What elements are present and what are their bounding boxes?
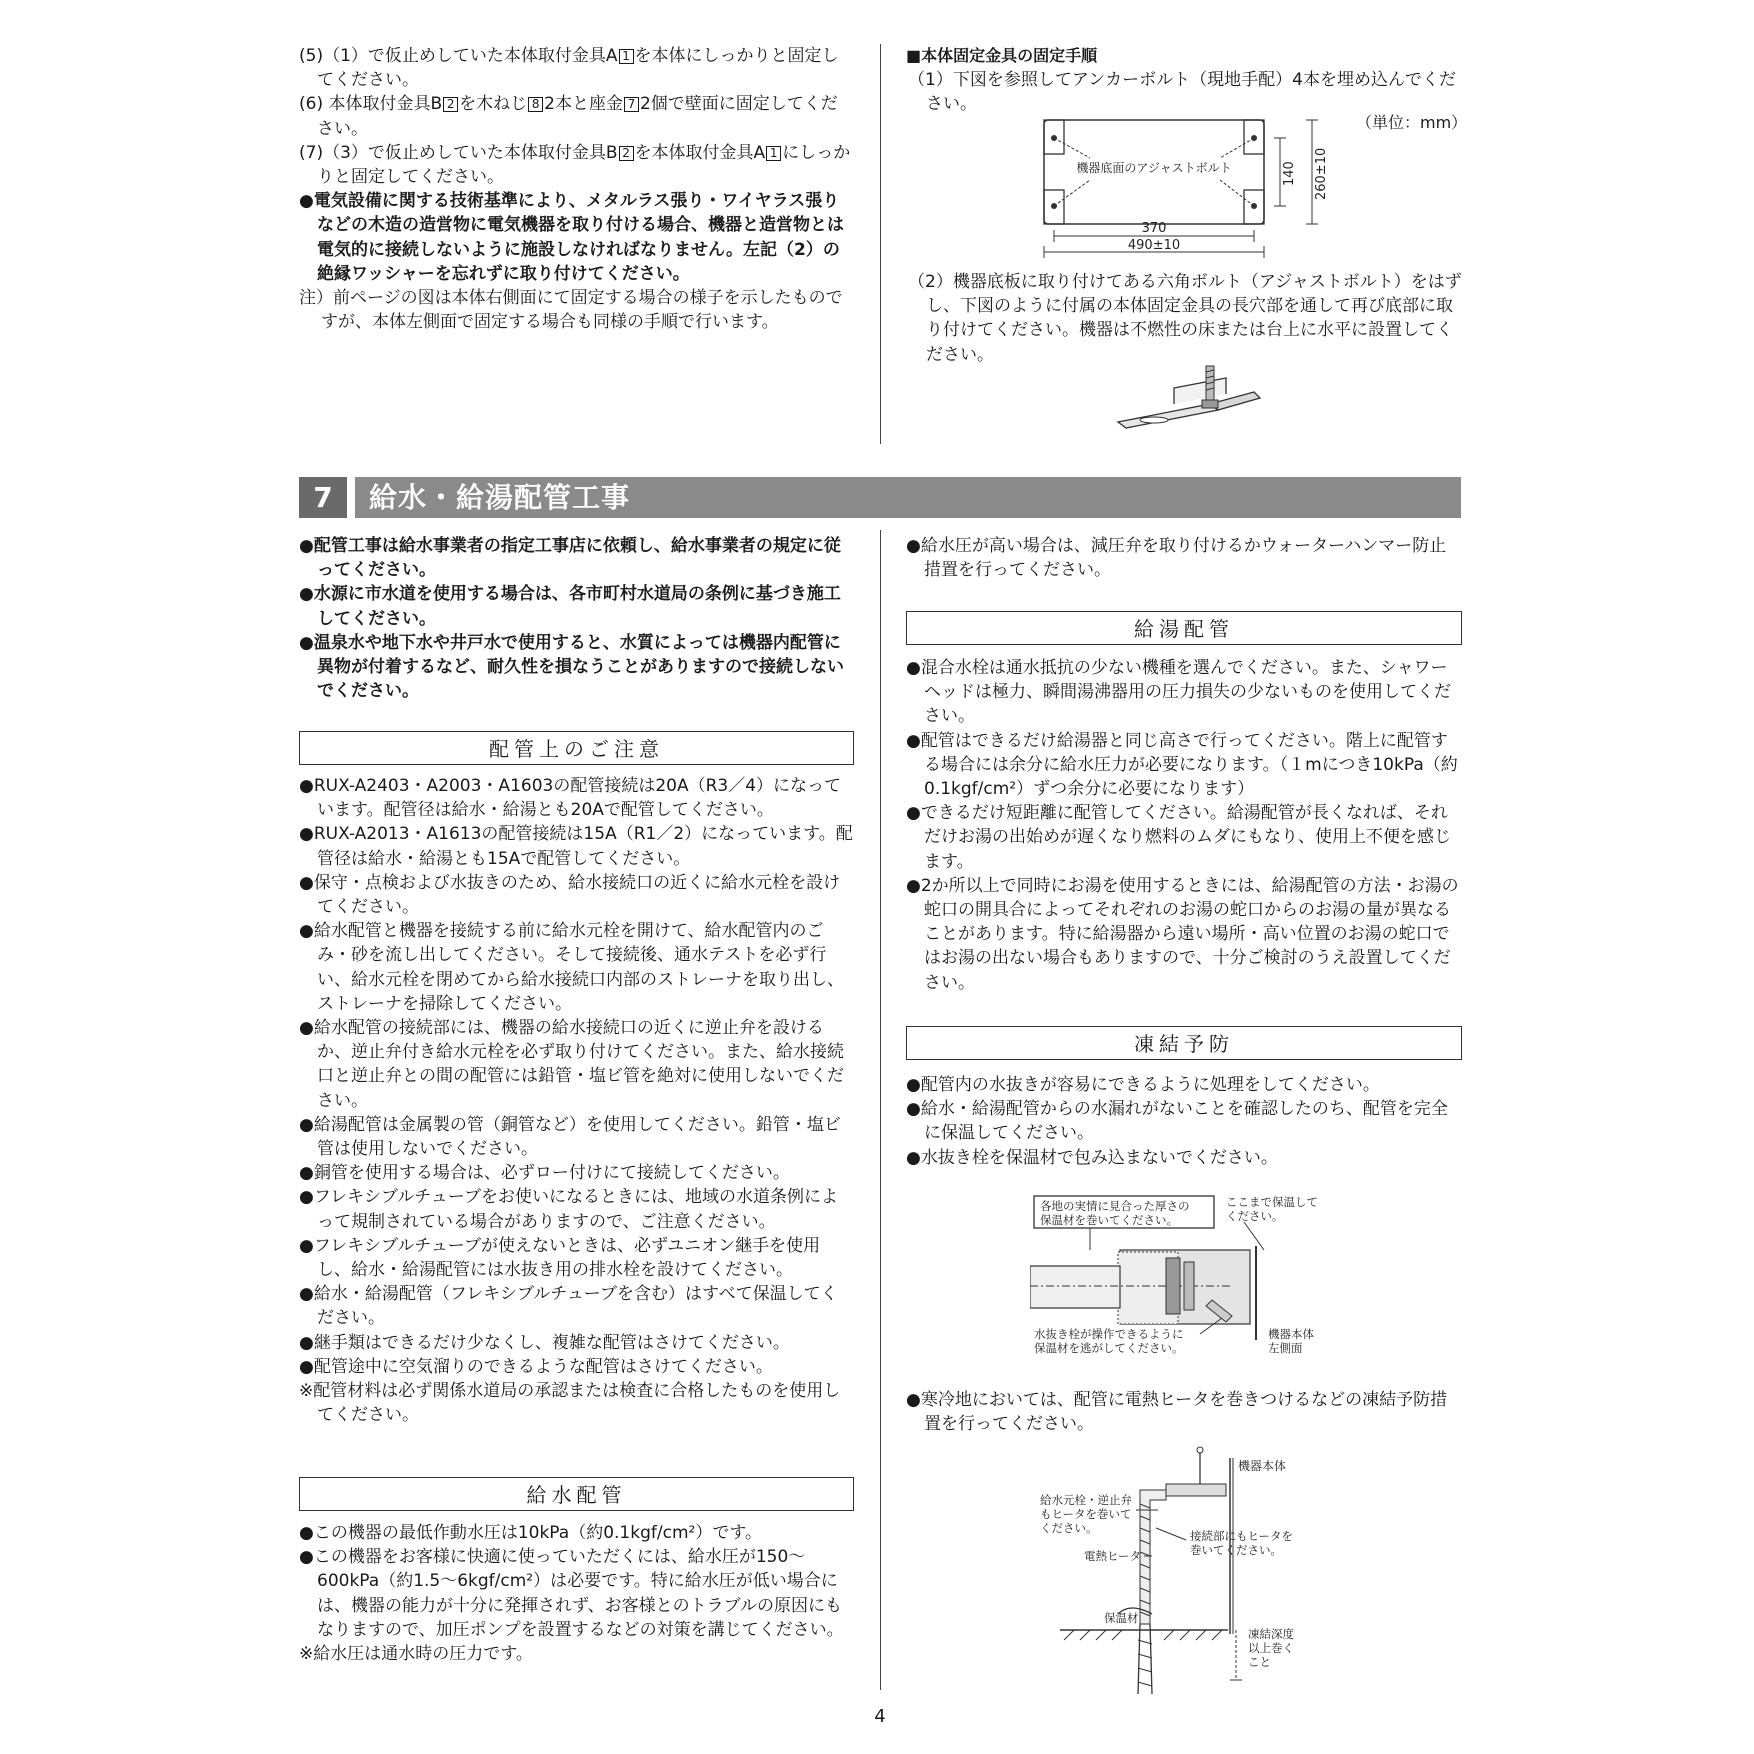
page-number: 4 xyxy=(874,1706,886,1727)
top-right-column xyxy=(906,44,1462,117)
fixing-procedure-heading: ■本体固定金具の固定手順 xyxy=(906,46,1098,65)
insulation-box-label-1: 各地の実情に見合った厚さの xyxy=(1040,1199,1190,1213)
depth-label-3: こと xyxy=(1248,1655,1271,1669)
part-number-2: 2 xyxy=(443,97,458,112)
list-item: ●給水圧が高い場合は、減圧弁を取り付けるかウォーターハンマー防止措置を行ってください。 xyxy=(906,536,1447,581)
water-supply-list xyxy=(299,1521,854,1666)
dim-140: 140 xyxy=(1282,161,1297,186)
bracket-illustration xyxy=(1114,364,1264,436)
insulation-diagram xyxy=(1030,1190,1360,1360)
depth-label-1: 凍結深度 xyxy=(1248,1627,1294,1641)
part-number-1: 1 xyxy=(619,49,634,64)
piping-notice-heading: 配管上のご注意 xyxy=(299,731,854,765)
list-item: ●給湯配管は金属製の管（銅管など）を使用してください。鉛管・塩ビ管は使用しないでください。 xyxy=(299,1114,841,1160)
freeze-prevention-heading: 凍結予防 xyxy=(906,1026,1462,1060)
dim-490: 490±10 xyxy=(1127,238,1181,253)
unit-body-label: 機器本体 xyxy=(1238,1459,1287,1473)
list-item: ●この機器をお客様に快適に使っていただくには、給水圧が150〜600kPa（約1.5〜6kgf/cm²）は必要です。特に給水圧が低い場合には、機器の能力が十分に発揮されず、お客様とのトラブルの原因にもなりますので、加圧ポンプを設置するなどの対策を講じてください。 xyxy=(299,1547,844,1640)
list-item: ●2か所以上で同時にお湯を使用するときには、給湯配管の方法・お湯の蛇口の開具合によってそれぞれのお湯の蛇口からのお湯の量が異なることがあります。特に給湯器から遠い場所・高い位置のお湯の蛇口ではお湯の出ない場合もありますので、十分ご検討のうえ設置してください。 xyxy=(906,875,1459,993)
drain-label-2: 保温材を逃がしてください。 xyxy=(1034,1341,1184,1355)
fixing-step-2-block xyxy=(906,270,1462,367)
part-number-8: 8 xyxy=(528,97,543,112)
unit-side-label-1: 機器本体 xyxy=(1268,1327,1314,1341)
piping-notice-list xyxy=(299,774,854,1427)
unit-label: （単位：mm） xyxy=(1356,113,1468,132)
section-number: 7 xyxy=(299,477,347,518)
column-divider-main xyxy=(880,530,881,1690)
depth-label-2: 以上巻く xyxy=(1248,1641,1294,1655)
step-5: (5)（1）で仮止めしていた本体取付金具A 1 を本体にしっかりと固定してください。 xyxy=(299,46,839,91)
list-item: ●配管はできるだけ給湯器と同じ高さで行ってください。階上に配管する場合には余分に給水圧力が必要になります。（１mにつき10kPa（約0.1kgf/cm²）ずつ余分に必要になります） xyxy=(906,730,1458,800)
list-item: ●フレキシブルチューブが使えないときは、必ずユニオン継手を使用し、給水・給湯配管には水抜き用の排水栓を設けてください。 xyxy=(299,1235,821,1281)
list-item: ●銅管を使用する場合は、必ずロー付けにて接続してください。 xyxy=(299,1163,790,1184)
valve-label-2: もヒータを巻いて xyxy=(1040,1507,1132,1521)
list-item: ●RUX-A2403・A2003・A1603の配管接続は20A（R3／4）になっています。配管径は給水・給湯とも20Aで配管してください。 xyxy=(299,776,842,821)
intro-item: ●水源に市水道を使用する場合は、各市町村水道局の条例に基づき施工してください。 xyxy=(299,584,841,629)
left-intro xyxy=(299,534,854,703)
drain-label-1: 水抜き栓が操作できるように xyxy=(1034,1327,1184,1341)
hot-water-list xyxy=(906,656,1462,995)
electrical-warning: ●電気設備に関する技術基準により、メタルラス張り・ワイヤラス張りなどの木造の造営物に電気機器を取り付ける場合、機器と造営物とは電気的に接続しないように施設しなければなりません。左記（2）の絶縁ワッシャーを忘れずに取り付けてください。 xyxy=(299,191,844,284)
insulation-box-label-2: 保温材を巻いてください。 xyxy=(1040,1213,1178,1227)
fixing-step-1: （1）下図を参照してアンカーボルト（現地手配）4本を埋め込んでください。 xyxy=(908,70,1456,115)
list-item: ●混合水栓は通水抵抗の少ない機種を選んでください。また、シャワーヘッドは極力、瞬間湯沸器用の圧力損失の少ないものを使用してください。 xyxy=(906,658,1451,727)
section-title: 給水・給湯配管工事 xyxy=(369,481,631,514)
joint-label-2: 巻いてください。 xyxy=(1190,1543,1282,1557)
list-item: ●寒冷地においては、配管に電熱ヒータを巻きつけるなどの凍結予防措置を行ってください。 xyxy=(906,1390,1448,1435)
list-item: ●給水・給湯配管からの水漏れがないことを確認したのち、配管を完全に保温してください。 xyxy=(906,1099,1448,1144)
step-6: (6) 本体取付金具B 2 を木ねじ 8 2本と座金 7 2個で壁面に固定してください。 xyxy=(299,94,838,139)
section-band-separator xyxy=(347,477,355,518)
valve-label-1: 給水元栓・逆止弁 xyxy=(1040,1493,1132,1507)
unit-side-label-2: 左側面 xyxy=(1268,1341,1303,1355)
list-item: ※給水圧は通水時の圧力です。 xyxy=(299,1644,533,1665)
list-item: ●できるだけ短距離に配管してください。給湯配管が長くなれば、それだけお湯の出始めが遅くなり燃料のムダにもなり、使用上不便を感じます。 xyxy=(906,803,1451,872)
list-item: ●給水配管と機器を接続する前に給水元栓を開けて、給水配管内のごみ・砂を流し出してください。そして接続後、通水テストを必ず行い、給水元栓を閉めてから給水接続口内部のストレーナを取り出し、ストレーナを掃除してください。 xyxy=(299,921,844,1014)
list-item: ●この機器の最低作動水圧は10kPa（約0.1kgf/cm²）です。 xyxy=(299,1523,762,1543)
right-top-item xyxy=(906,534,1462,582)
list-item: ●RUX-A2013・A1613の配管接続は15A（R1／2）になっています。配管径は給水・給湯とも15Aで配管してください。 xyxy=(299,824,853,869)
list-item: ●水抜き栓を保温材で包み込まないでください。 xyxy=(906,1147,1278,1168)
heater-label: 電熱ヒータ xyxy=(1084,1549,1142,1563)
heater-diagram xyxy=(1040,1444,1340,1704)
cold-region-item-block xyxy=(906,1388,1462,1436)
list-item: ●給水・給湯配管（フレキシブルチューブを含む）はすべて保温してください。 xyxy=(299,1284,838,1329)
list-item: ※配管材料は必ず関係水道局の承認または検査に合格したものを使用してください。 xyxy=(299,1381,841,1426)
list-item: ●継手類はできるだけ少なくし、複雑な配管はさけてください。 xyxy=(299,1332,790,1353)
water-supply-heading: 給水配管 xyxy=(299,1477,854,1511)
part-number-1: 1 xyxy=(766,146,781,161)
top-left-column xyxy=(299,44,854,334)
freeze-prevention-list xyxy=(906,1073,1462,1170)
part-number-2: 2 xyxy=(619,146,634,161)
column-divider-top xyxy=(880,44,881,444)
insulate-here-label-1: ここまで保温して xyxy=(1226,1195,1318,1209)
hot-water-heading: 給湯配管 xyxy=(906,611,1462,645)
part-number-7: 7 xyxy=(624,97,639,112)
list-item: ●フレキシブルチューブをお使いになるときには、地域の水道条例によって規制されている場合がありますので、ご注意ください。 xyxy=(299,1187,838,1232)
fixing-step-2: （2）機器底板に取り付けてある六角ボルト（アジャストボルト）をはずし、下図のように付属の本体固定金具の長穴部を通して再び底部に取り付けてください。機器は不燃性の床または台上に水平に設置してください。 xyxy=(908,272,1462,365)
adjust-bolt-label: 機器底面のアジャストボルト xyxy=(1076,161,1232,175)
step-7: (7)（3）で仮止めしていた本体取付金具B 2 を本体取付金具A 1 にしっかりと固定してください。 xyxy=(299,142,851,188)
note-text: 注）前ページの図は本体右側面にて固定する場合の様子を示したものですが、本体左側面で固定する場合も同様の手順で行います。 xyxy=(299,288,843,333)
joint-label-1: 接続部にもヒータを xyxy=(1190,1529,1294,1543)
intro-item: ●温泉水や地下水や井戸水で使用すると、水質によっては機器内配管に異物が付着するなど、耐久性を損なうことがありますので接続しないでください。 xyxy=(299,632,844,702)
list-item: ●配管内の水抜きが容易にできるように処理をしてください。 xyxy=(906,1075,1380,1095)
anchor-bolt-diagram xyxy=(1030,108,1330,258)
valve-label-3: ください。 xyxy=(1040,1521,1098,1535)
insulate-here-label-2: ください。 xyxy=(1226,1209,1284,1223)
list-item: ●保守・点検および水抜きのため、給水接続口の近くに給水元栓を設けてください。 xyxy=(299,872,841,918)
insulation-label: 保温材 xyxy=(1104,1611,1139,1625)
dim-370: 370 xyxy=(1141,221,1167,236)
list-item: ●給水配管の接続部には、機器の給水接続口の近くに逆止弁を設けるか、逆止弁付き給水元栓を必ず取り付けてください。また、給水接続口と逆止弁との間の配管には鉛管・塩ビ管を絶対に使用しないでください。 xyxy=(299,1018,844,1111)
section-header-band xyxy=(299,477,1461,518)
list-item: ●配管途中に空気溜りのできるような配管はさけてください。 xyxy=(299,1356,773,1377)
dim-260: 260±10 xyxy=(1314,147,1329,200)
intro-item: ●配管工事は給水事業者の指定工事店に依頼し、給水事業者の規定に従ってください。 xyxy=(299,536,841,581)
